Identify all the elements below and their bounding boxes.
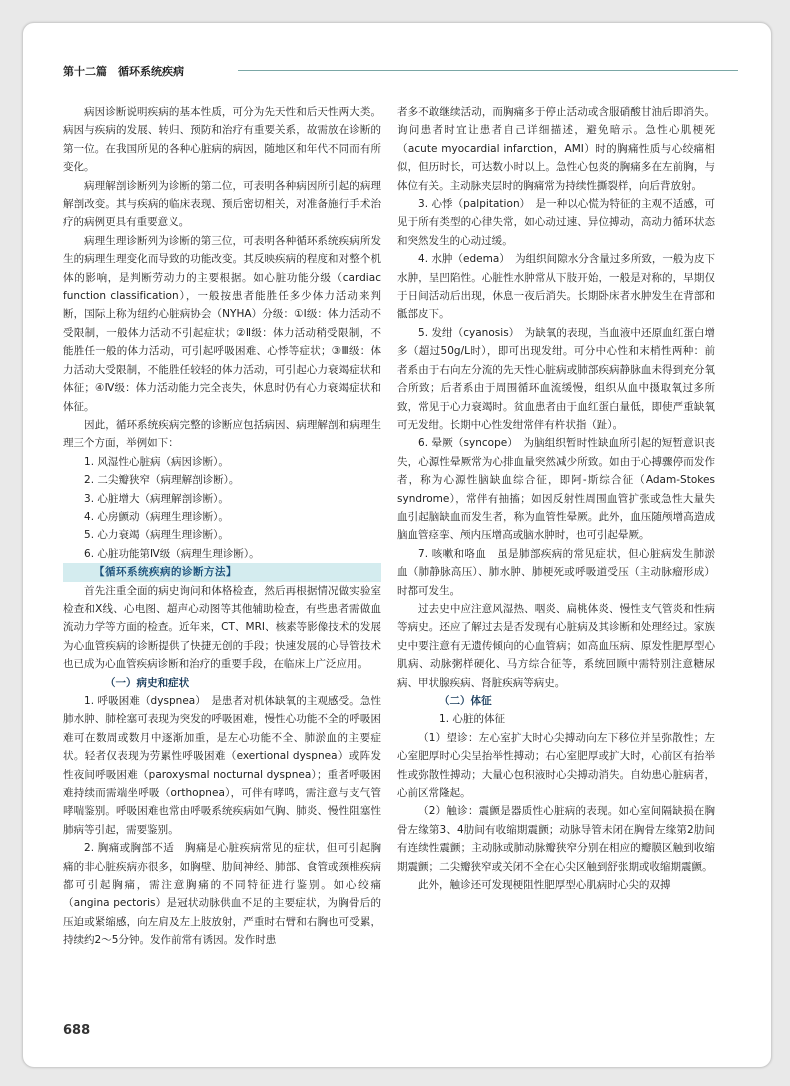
paragraph: 6. 晕厥（syncope） 为脑组织暂时性缺血所引起的短暂意识丧失，心源性晕厥常为心排血量突然减少所致。如由于心搏骤停而发作者，称为心源性脑缺血综合征，即阿-斯综合征（Adam-Stokes syndrome），常伴有抽搐；如因反射性周围血管扩张或急性大量失血引起脑缺血而发生者，称为血管性晕厥。此外，血压随颅增高造成脑血管痉挛、颅内压增高或脑水肿时，也可引起晕厥。 xyxy=(397,437,715,542)
book-page xyxy=(22,22,772,1068)
list-item: 4. 心房颤动（病理生理诊断）。 xyxy=(84,510,229,523)
paragraph: 过去史中应注意风湿热、咽炎、扁桃体炎、慢性支气管炎和性病等病史。还应了解过去是否发现有心脏病及其诊断和处理经过。家族史中要注意有无遗传倾向的心血管病；如高血压病、原发性肥厚型心肌病、动脉粥样硬化、马方综合征等，系统回顾中需特别注意糖尿病、甲状腺疾病、肾脏疾病等病史。 xyxy=(397,602,715,689)
paragraph: 1. 呼吸困难（dyspnea） 是患者对机体缺氧的主观感受。急性肺水肿、肺栓塞可表现为突发的呼吸困难，慢性心功能不全的呼吸困难可在数周或数月中逐渐加重，是左心功能不全、肺淤血的主要症状。轻者仅表现为劳累性呼吸困难（exertional dyspnea）或阵发性夜间呼吸困难（paroxysmal nocturnal dyspnea）；重者呼吸困难持续而需端坐呼吸（orthopnea），可伴有哮鸣，需注意与支气管哮喘鉴别。呼吸困难也常由呼吸系统疾病如气胸、肺炎、慢性阻塞性肺病等引起，需要鉴别。 xyxy=(63,695,381,836)
list-item: 6. 心脏功能第Ⅳ级（病理生理诊断）。 xyxy=(84,547,260,560)
paragraph: 因此，循环系统疾病完整的诊断应包括病因、病理解剖和病理生理三个方面，举例如下： xyxy=(63,418,381,450)
section-heading: 【循环系统疾病的诊断方法】 xyxy=(63,563,381,581)
paragraph: 7. 咳嗽和咯血 虽是肺部疾病的常见症状，但心脏病发生肺淤血（肺静脉高压）、肺水肿、肺梗死或呼吸道受压（主动脉瘤形成）时都可发生。 xyxy=(397,547,715,597)
paragraph: 此外，触诊还可发现梗阻性肥厚型心肌病时心尖的双搏 xyxy=(418,879,671,892)
paragraph: 3. 心悸（palpitation） 是一种以心慌为特征的主观不适感，可见于所有类型的心律失常，如心动过速、异位搏动，高动力循环状态和突然发生的心动过缓。 xyxy=(397,198,715,247)
paragraph: 4. 水肿（edema） 为组织间隙水分含量过多所致，一般为皮下水肿，呈凹陷性。心脏性水肿常从下肢开始，一般是对称的，早期仅于日间活动后出现，休息一夜后消失。长期卧床者水肿发生在背部和骶部皮下。 xyxy=(397,253,715,321)
paragraph: 首先注重全面的病史询问和体格检查，然后再根据情况做实验室检查和X线、心电图、超声心动图等其他辅助检查，有些患者需做血流动力学等方面的检查。近年来，CT、MRI、核素等影像技术的发展为心血管疾病的诊断提供了快捷无创的手段；快速发展的心导管技术也已成为心血管疾病诊断和治疗的重要手段，在临床上广泛应用。 xyxy=(63,584,381,671)
paragraph: 病理解剖诊断列为诊断的第二位，可表明各种病因所引起的病理解剖改变。其与疾病的临床表现、预后密切相关，对准备施行手术治疗的病例更具有重要意义。 xyxy=(63,179,381,229)
list-item: 3. 心脏增大（病理解剖诊断）。 xyxy=(84,492,229,505)
list-item: 2. 二尖瓣狭窄（病理解剖诊断）。 xyxy=(84,474,240,487)
paragraph: 5. 发绀（cyanosis） 为缺氧的表现，当血液中还原血红蛋白增多（超过50g/L时），即可出现发绀。可分中心性和末梢性两种：前者系由于右向左分流的先天性心脏病或肺部疾病静脉血未得到充分氧合所致；后者系由于周围循环血流缓慢，组织从血中摄取氧过多所致，常见于心力衰竭时。贫血患者由于血红蛋白量低，即使严重缺氧可无发绀。长期中心性发绀常伴有杵状指（趾）。 xyxy=(397,326,715,431)
paragraph: 者多不敢继续活动，而胸痛多于停止活动或含服硝酸甘油后即消失。询问患者时宜让患者自己详细描述，避免暗示。急性心肌梗死（acute myocardial infarction，AMI）时的胸痛性质与心绞痛相似，但历时长，可达数小时以上。急性心包炎的胸痛多在左前胸，与体位有关。主动脉夹层时的胸痛常为持续性撕裂样，向后背放射。 xyxy=(397,106,715,192)
paragraph: 病因诊断说明疾病的基本性质，可分为先天性和后天性两大类。病因与疾病的发展、转归、预防和治疗有重要关系，故需放在诊断的第一位。在我国所见的各种心脏病的病因，随地区和年代不同而有所变化。 xyxy=(63,106,381,174)
header-rule xyxy=(238,70,738,71)
subsection-heading: （二）体征 xyxy=(439,695,492,707)
page-number: 688 xyxy=(63,1023,91,1038)
right-column xyxy=(397,103,715,894)
paragraph: （2）触诊：震颤是器质性心脏病的表现。如心室间隔缺损在胸骨左缘第3、4肋间有收缩期震颤；动脉导管未闭在胸骨左缘第2肋间有连续性震颤；主动脉或肺动脉瓣狭窄分别在相应的瓣膜区触到收缩期震颤；二尖瓣狭窄或关闭不全在心尖区触到舒张期或收缩期震颤。 xyxy=(397,805,715,873)
running-head: 第十二篇 循环系统疾病 xyxy=(63,65,184,78)
paragraph: （1）望诊：左心室扩大时心尖搏动向左下移位并呈弥散性；左心室肥厚时心尖呈抬举性搏动；右心室肥厚或扩大时，心前区有抬举性或弥散性搏动；大量心包积液时心尖搏动消失。自幼患心脏病者，心前区常隆起。 xyxy=(397,731,715,800)
subsection-heading: （一）病史和症状 xyxy=(105,676,190,689)
paragraph: 2. 胸痛或胸部不适 胸痛是心脏疾病常见的症状，但可引起胸痛的非心脏疾病亦很多，如胸壁、肋间神经、肺部、食管或颈椎疾病都可引起胸痛，需注意胸痛的不同特征进行鉴别。如心绞痛（angina pectoris）是冠状动脉供血不足的主要症状，为胸骨后的压迫或紧缩感，向左肩及左上肢放射，严重时右臂和右胸也可受累，持续约2～5分钟。发作前常有诱因。发作时患 xyxy=(63,842,381,947)
list-item: 1. 风湿性心脏病（病因诊断）。 xyxy=(84,455,229,468)
minor-heading: 1. 心脏的体征 xyxy=(439,713,506,726)
list-item: 5. 心力衰竭（病理生理诊断）。 xyxy=(84,529,229,542)
left-column xyxy=(63,103,381,950)
paragraph: 病理生理诊断列为诊断的第三位，可表明各种循环系统疾病所发生的病理生理变化而导致的功能改变。其反映疾病的程度和对整个机体的影响，是判断劳动力的主要根据。如心脏功能分级（cardiac function classification），一般按患者能胜任多少体力活动来判断，国际上称为纽约心脏病协会（NYHA）分级：①Ⅰ级：体力活动不受限制，一般体力活动不引起症状；②Ⅱ级：体力活动稍受限制，不能胜任一般的体力活动，可引起呼吸困难、心悸等症状；③Ⅲ级：体力活动大受限制，不能胜任较轻的体力活动，可引起心力衰竭症状和体征；④Ⅳ级：体力活动能力完全丧失，休息时仍有心力衰竭症状和体征。 xyxy=(63,234,381,413)
